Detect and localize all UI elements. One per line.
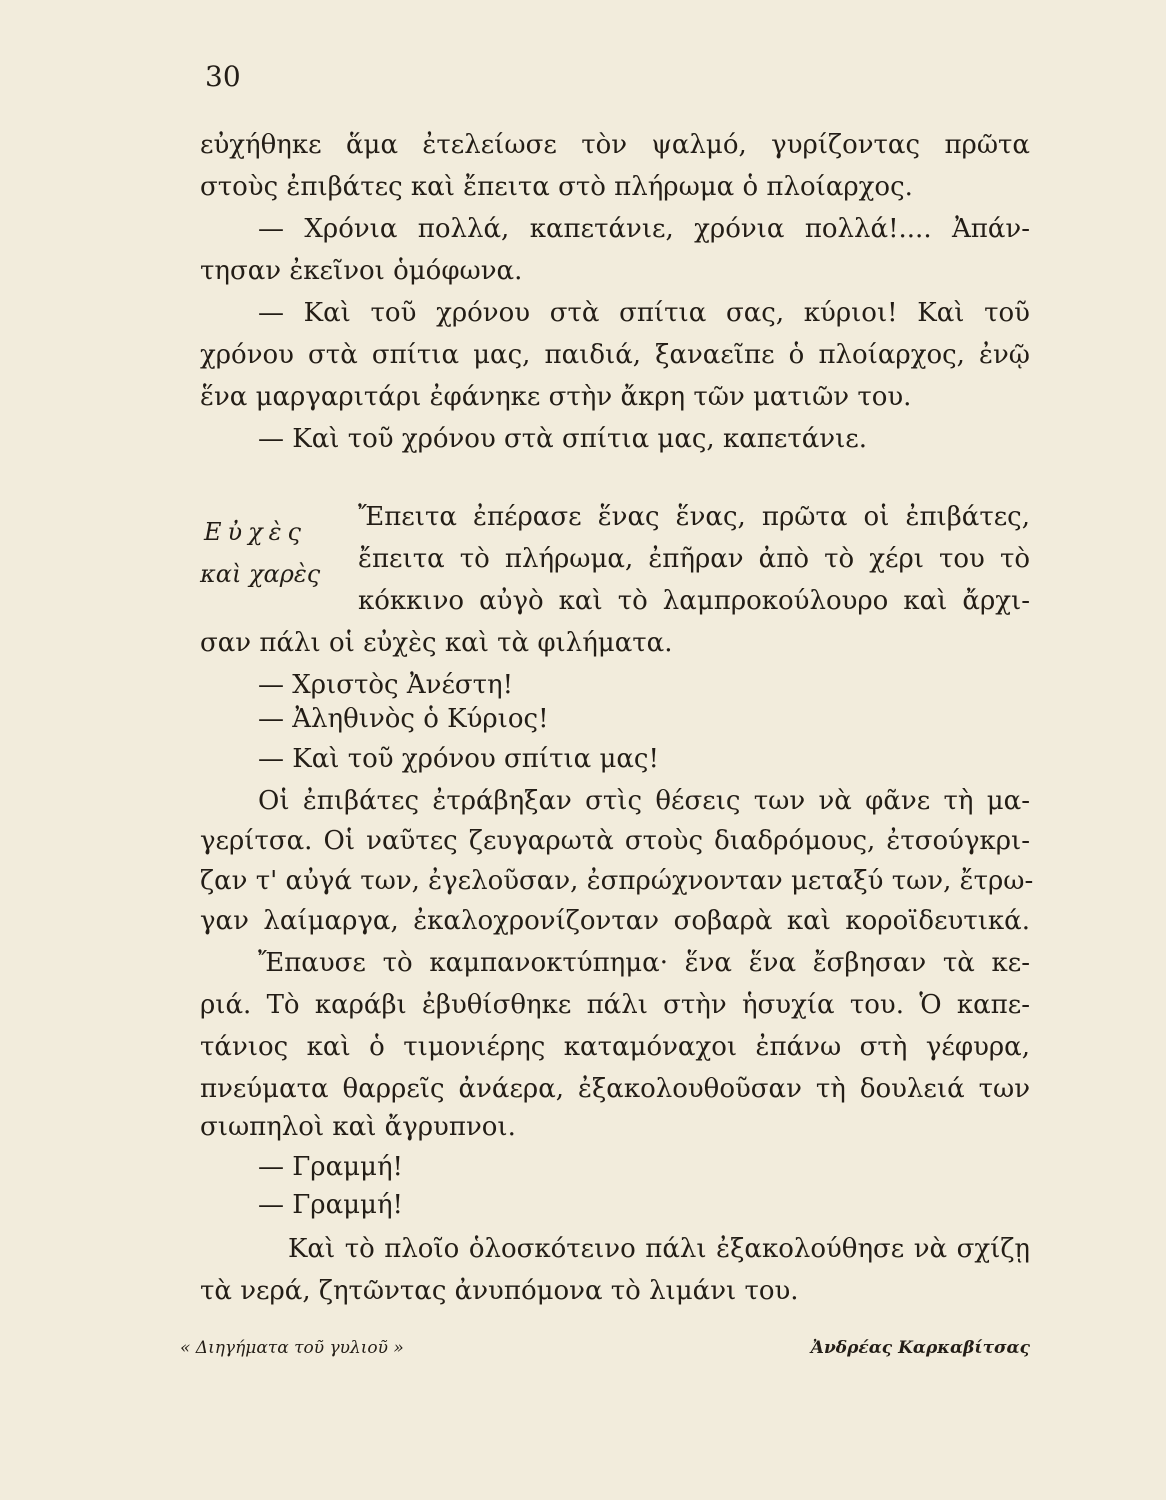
dialogue-line: — Χρόνια πολλά, καπετάνιε, χρόνια πολλά!.... Ἀπάν- — [258, 214, 1030, 244]
text-line: σαν πάλι οἱ εὐχὲς καὶ τὰ φιλήματα. — [200, 628, 673, 658]
dialogue-line: — Ἀληθινὸς ὁ Κύριος! — [258, 704, 549, 734]
text-line: Ἔπειτα ἐπέρασε ἕνας ἕνας, πρῶτα οἱ ἐπιβάτες, — [358, 502, 1030, 532]
dialogue-line: — Καὶ τοῦ χρόνου σπίτια μας! — [258, 744, 659, 774]
side-heading-line-2: καὶ χαρὲς — [200, 560, 321, 588]
text-line: γαν λαίμαργα, ἐκαλοχρονίζονταν σοβαρὰ καὶ κοροϊδευτικά. — [200, 906, 1030, 936]
text-line: Οἱ ἐπιβάτες ἐτράβηξαν στὶς θέσεις των νὰ φᾶνε τὴ μα- — [258, 786, 1030, 816]
text-line: ριά. Τὸ καράβι ἐβυθίσθηκε πάλι στὴν ἡσυχία του. Ὁ καπε- — [200, 990, 1030, 1020]
author-signature: Ἀνδρέας Καρκαβίτσας — [810, 1338, 1030, 1358]
source-citation: « Διηγήματα τοῦ γυλιοῦ » — [180, 1338, 404, 1358]
text-line: τησαν ἐκεῖνοι ὁμόφωνα. — [200, 256, 523, 286]
text-line: τὰ νερά, ζητῶντας ἀνυπόμονα τὸ λιμάνι του. — [200, 1276, 799, 1306]
text-line: γερίτσα. Οἱ ναῦτες ζευγαρωτὰ στοὺς διαδρόμους, ἐτσούγκρι- — [200, 826, 1030, 856]
text-line: εὐχήθηκε ἅμα ἐτελείωσε τὸν ψαλμό, γυρίζοντας πρῶτα — [200, 130, 1030, 160]
page-number: 30 — [205, 60, 241, 93]
text-line: Καὶ τὸ πλοῖο ὁλοσκότεινο πάλι ἐξακολούθησε νὰ σχίζῃ — [288, 1234, 1030, 1264]
text-line: σιωπηλοὶ καὶ ἄγρυπνοι. — [200, 1112, 516, 1142]
text-line: ἕνα μαργαριτάρι ἐφάνηκε στὴν ἄκρη τῶν ματιῶν του. — [200, 382, 912, 412]
text-line: πνεύματα θαρρεῖς ἀνάερα, ἐξακολουθοῦσαν τὴ δουλειά των — [200, 1074, 1030, 1104]
text-line: κόκκινο αὐγὸ καὶ τὸ λαμπροκούλουρο καὶ ἄρχι- — [358, 586, 1030, 616]
text-line: χρόνου στὰ σπίτια μας, παιδιά, ξαναεῖπε ὁ πλοίαρχος, ἐνῷ — [200, 340, 1030, 370]
dialogue-line: — Χριστὸς Ἀνέστη! — [258, 670, 514, 700]
text-line: Ἔπαυσε τὸ καμπανοκτύπημα· ἕνα ἕνα ἔσβησαν τὰ κε- — [258, 948, 1030, 978]
text-line: ζαν τ' αὐγά των, ἐγελοῦσαν, ἐσπρώχνονταν μεταξύ των, ἔτρω- — [200, 866, 1034, 896]
text-line: ἔπειτα τὸ πλήρωμα, ἐπῆραν ἀπὸ τὸ χέρι του τὸ — [358, 544, 1030, 574]
dialogue-line: — Καὶ τοῦ χρόνου στὰ σπίτια μας, καπετάνιε. — [258, 424, 868, 454]
dialogue-line: — Γραμμή! — [258, 1152, 403, 1182]
side-heading-line-1: Εὐχὲς — [204, 518, 307, 546]
dialogue-line: — Γραμμή! — [258, 1190, 403, 1220]
text-line: στοὺς ἐπιβάτες καὶ ἔπειτα στὸ πλήρωμα ὁ πλοίαρχος. — [200, 172, 913, 202]
dialogue-line: — Καὶ τοῦ χρόνου στὰ σπίτια σας, κύριοι! Καὶ τοῦ — [258, 298, 1030, 328]
text-line: τάνιος καὶ ὁ τιμονιέρης καταμόναχοι ἐπάνω στὴ γέφυρα, — [200, 1032, 1030, 1062]
